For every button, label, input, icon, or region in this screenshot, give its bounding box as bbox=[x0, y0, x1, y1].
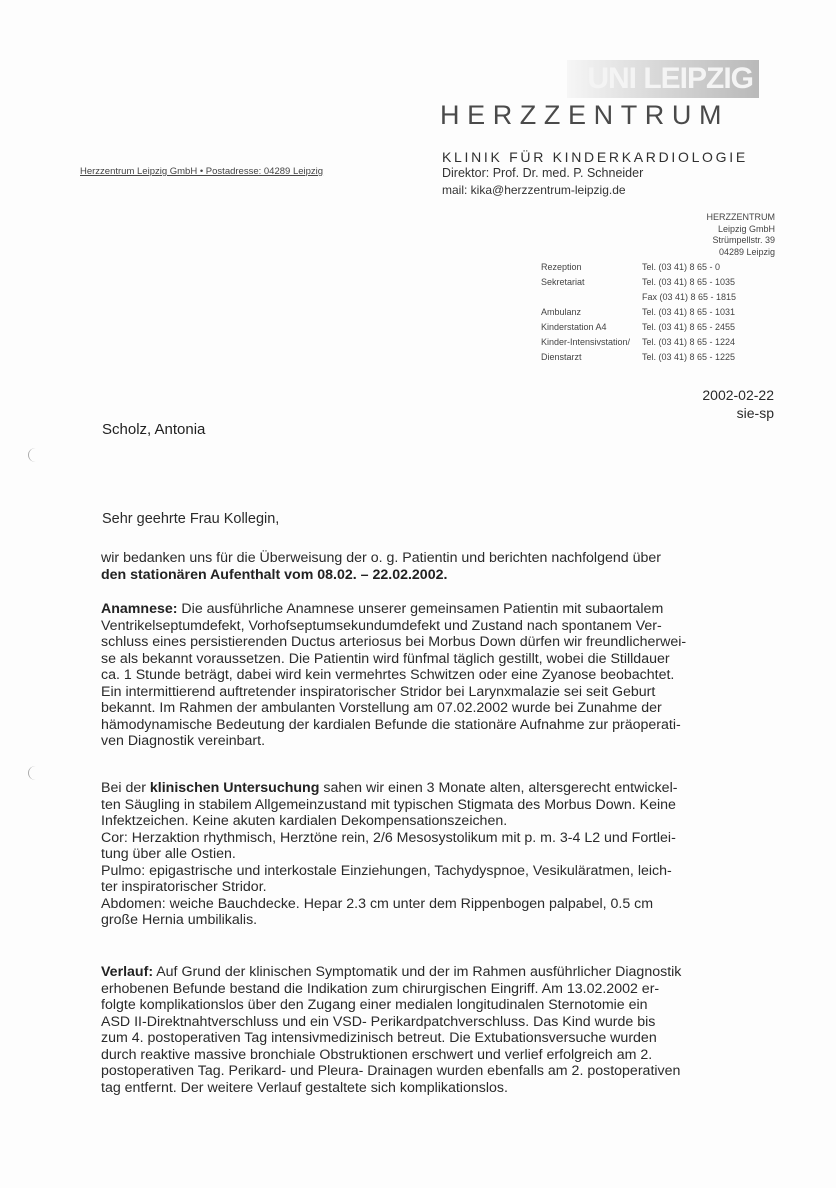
letterhead-title: HERZZENTRUM bbox=[440, 100, 730, 130]
text-line: zum 4. postoperativen Tag intensivmedizinisch betreut. Die Extubationsversuche wurden bbox=[101, 1030, 657, 1046]
letter-reference: sie-sp bbox=[736, 405, 774, 421]
text-fragment: sahen wir einen 3 Monate alten, altersgerecht entwickel- bbox=[319, 780, 678, 796]
contact-label: Sekretariat bbox=[541, 277, 585, 287]
text-line: Ventrikelseptumdefekt, Vorhofseptumsekundumdefekt und Zustand nach spontanem Ver- bbox=[101, 617, 662, 634]
contact-row bbox=[541, 262, 775, 277]
intro-paragraph bbox=[101, 550, 742, 583]
contact-row bbox=[541, 307, 775, 322]
recipient-name: Scholz, Antonia bbox=[102, 421, 206, 438]
text-line: ten Säugling in stabilem Allgemeinzustand mit typischen Stigmata des Morbus Down. Keine bbox=[101, 796, 676, 813]
text-line: erhobenen Befunde bestand die Indikation zum chirurgischen Eingriff. Am 13.02.2002 er- bbox=[101, 980, 660, 997]
text-line: Abdomen: weiche Bauchdecke. Hepar 2.3 cm unter dem Rippenbogen palpabel, 0.5 cm bbox=[101, 895, 654, 912]
text-line: Ein intermittierend auftretender inspiratorischer Stridor bei Larynxmalazie sei seit Geburt bbox=[101, 683, 656, 700]
text-line: große Hernia umbilikalis. bbox=[101, 912, 258, 928]
text-line: schluss eines persistierenden Ductus arteriosus bei Morbus Down dürfen wir freundlicherwei- bbox=[101, 634, 687, 650]
sender-return-address: Herzzentrum Leipzig GmbH • Postadresse: 04289 Leipzig bbox=[80, 166, 324, 177]
text-line: wir bedanken uns für die Überweisung der o. g. Patientin und berichten nachfolgend über bbox=[101, 550, 661, 566]
text-line: se als bekannt voraussetzen. Die Patientin wird fünfmal täglich gestillt, wobei die Stilldauer bbox=[101, 650, 670, 667]
text-line: ca. 1 Stunde beträgt, dabei wird kein vermehrtes Schwitzen oder eine Zyanose beobachtet. bbox=[101, 667, 675, 683]
anamnese-paragraph bbox=[101, 601, 742, 750]
clinic-name: KLINIK FÜR KINDERKARDIOLOGIE bbox=[442, 149, 748, 165]
address-line: HERZZENTRUM bbox=[706, 212, 775, 222]
text-line: postoperativen Tag. Perikard- und Pleura- Drainagen wurden ebenfalls am 2. postoperativen bbox=[101, 1063, 681, 1079]
email-line: mail: kika@herzzentrum-leipzig.de bbox=[442, 183, 626, 197]
text-line: ven Diagnostik vereinbart. bbox=[101, 733, 266, 749]
text-line bbox=[101, 601, 742, 618]
contact-value: Tel. (03 41) 8 65 - 0 bbox=[642, 262, 721, 272]
text-line: tag entfernt. Der weitere Verlauf gestaltete sich komplikationslos. bbox=[101, 1079, 508, 1096]
contact-label: Kinder-Intensivstation/ bbox=[541, 337, 631, 347]
contact-value: Tel. (03 41) 8 65 - 2455 bbox=[642, 322, 736, 332]
text-line: ter inspiratorischer Stridor. bbox=[101, 879, 267, 895]
text-line: folgte komplikationslos über den Zugang einer medialen longitudinalen Sternotomie ein bbox=[101, 997, 648, 1013]
letter-date: 2002-02-22 bbox=[702, 387, 774, 403]
address-block bbox=[707, 212, 776, 258]
untersuchung-paragraph bbox=[101, 780, 742, 929]
text-line: bekannt. Im Rahmen der ambulanten Vorstellung am 07.02.2002 wurde bei Zunahme der bbox=[101, 700, 662, 716]
contact-list bbox=[541, 262, 775, 367]
text-line: Pulmo: epigastrische und interkostale Einziehungen, Tachydyspnoe, Vesikuläratmen, leich- bbox=[101, 862, 672, 879]
contact-row bbox=[541, 322, 775, 337]
contact-value: Tel. (03 41) 8 65 - 1224 bbox=[642, 337, 736, 347]
punch-hole-mark bbox=[28, 766, 43, 780]
logo-banner bbox=[567, 60, 759, 98]
address-line: 04289 Leipzig bbox=[718, 246, 775, 257]
text-line: Cor: Herzaktion rhythmisch, Herztöne rein, 2/6 Mesosystolikum mit p. m. 3-4 L2 und Fortlei- bbox=[101, 829, 676, 846]
contact-value: Fax (03 41) 8 65 - 1815 bbox=[642, 292, 737, 302]
contact-row bbox=[541, 337, 775, 352]
contact-row bbox=[541, 277, 775, 292]
verlauf-paragraph bbox=[101, 964, 742, 1096]
contact-label: Ambulanz bbox=[541, 307, 582, 317]
text-line: durch reaktive massive bronchiale Obstruktionen erschwert und verlief erfolgreich am 2. bbox=[101, 1046, 653, 1063]
text-line: tung über alle Ostien. bbox=[101, 846, 236, 862]
director-line: Direktor: Prof. Dr. med. P. Schneider bbox=[442, 166, 644, 180]
punch-hole-mark bbox=[28, 448, 43, 462]
contact-label: Dienstarzt bbox=[541, 352, 582, 362]
anamnese-heading: Anamnese: bbox=[101, 601, 178, 617]
address-line: Strümpellstr. 39 bbox=[712, 235, 775, 245]
verlauf-heading: Verlauf: bbox=[101, 964, 154, 980]
contact-row bbox=[541, 292, 775, 307]
logo-banner-text: UNI LEIPZIG bbox=[587, 62, 753, 95]
text-line: Infektzeichen. Keine akuten kardialen Dekompensationszeichen. bbox=[101, 813, 508, 829]
text-line bbox=[101, 567, 742, 584]
text-line bbox=[101, 780, 742, 797]
contact-row bbox=[541, 352, 775, 367]
date-reference-block bbox=[702, 386, 774, 422]
greeting: Sehr geehrte Frau Kollegin, bbox=[102, 511, 280, 527]
text-line: ASD II-Direktnahtverschluss und ein VSD- Perikardpatchverschluss. Das Kind wurde bis bbox=[101, 1013, 656, 1030]
text-line: hämodynamische Bedeutung der kardialen Befunde die stationäre Aufnahme zur präoperati- bbox=[101, 716, 681, 733]
intro-dates: den stationären Aufenthalt vom 08.02. – 22.02.2002. bbox=[101, 566, 448, 583]
contact-label: Rezeption bbox=[541, 262, 582, 272]
text-fragment: Bei der bbox=[101, 780, 150, 796]
text-fragment: Die ausführliche Anamnese unserer gemeinsamen Patientin mit subaortalem bbox=[177, 601, 664, 617]
contact-value: Tel. (03 41) 8 65 - 1035 bbox=[642, 277, 736, 287]
text-fragment: Auf Grund der klinischen Symptomatik und der im Rahmen ausführlicher Diagnostik bbox=[153, 964, 682, 980]
contact-value: Tel. (03 41) 8 65 - 1225 bbox=[642, 352, 736, 362]
contact-label: Kinderstation A4 bbox=[541, 322, 607, 332]
text-line bbox=[101, 964, 742, 981]
contact-value: Tel. (03 41) 8 65 - 1031 bbox=[642, 307, 736, 317]
address-line: Leipzig GmbH bbox=[717, 223, 775, 234]
untersuchung-heading: klinischen Untersuchung bbox=[149, 780, 320, 796]
